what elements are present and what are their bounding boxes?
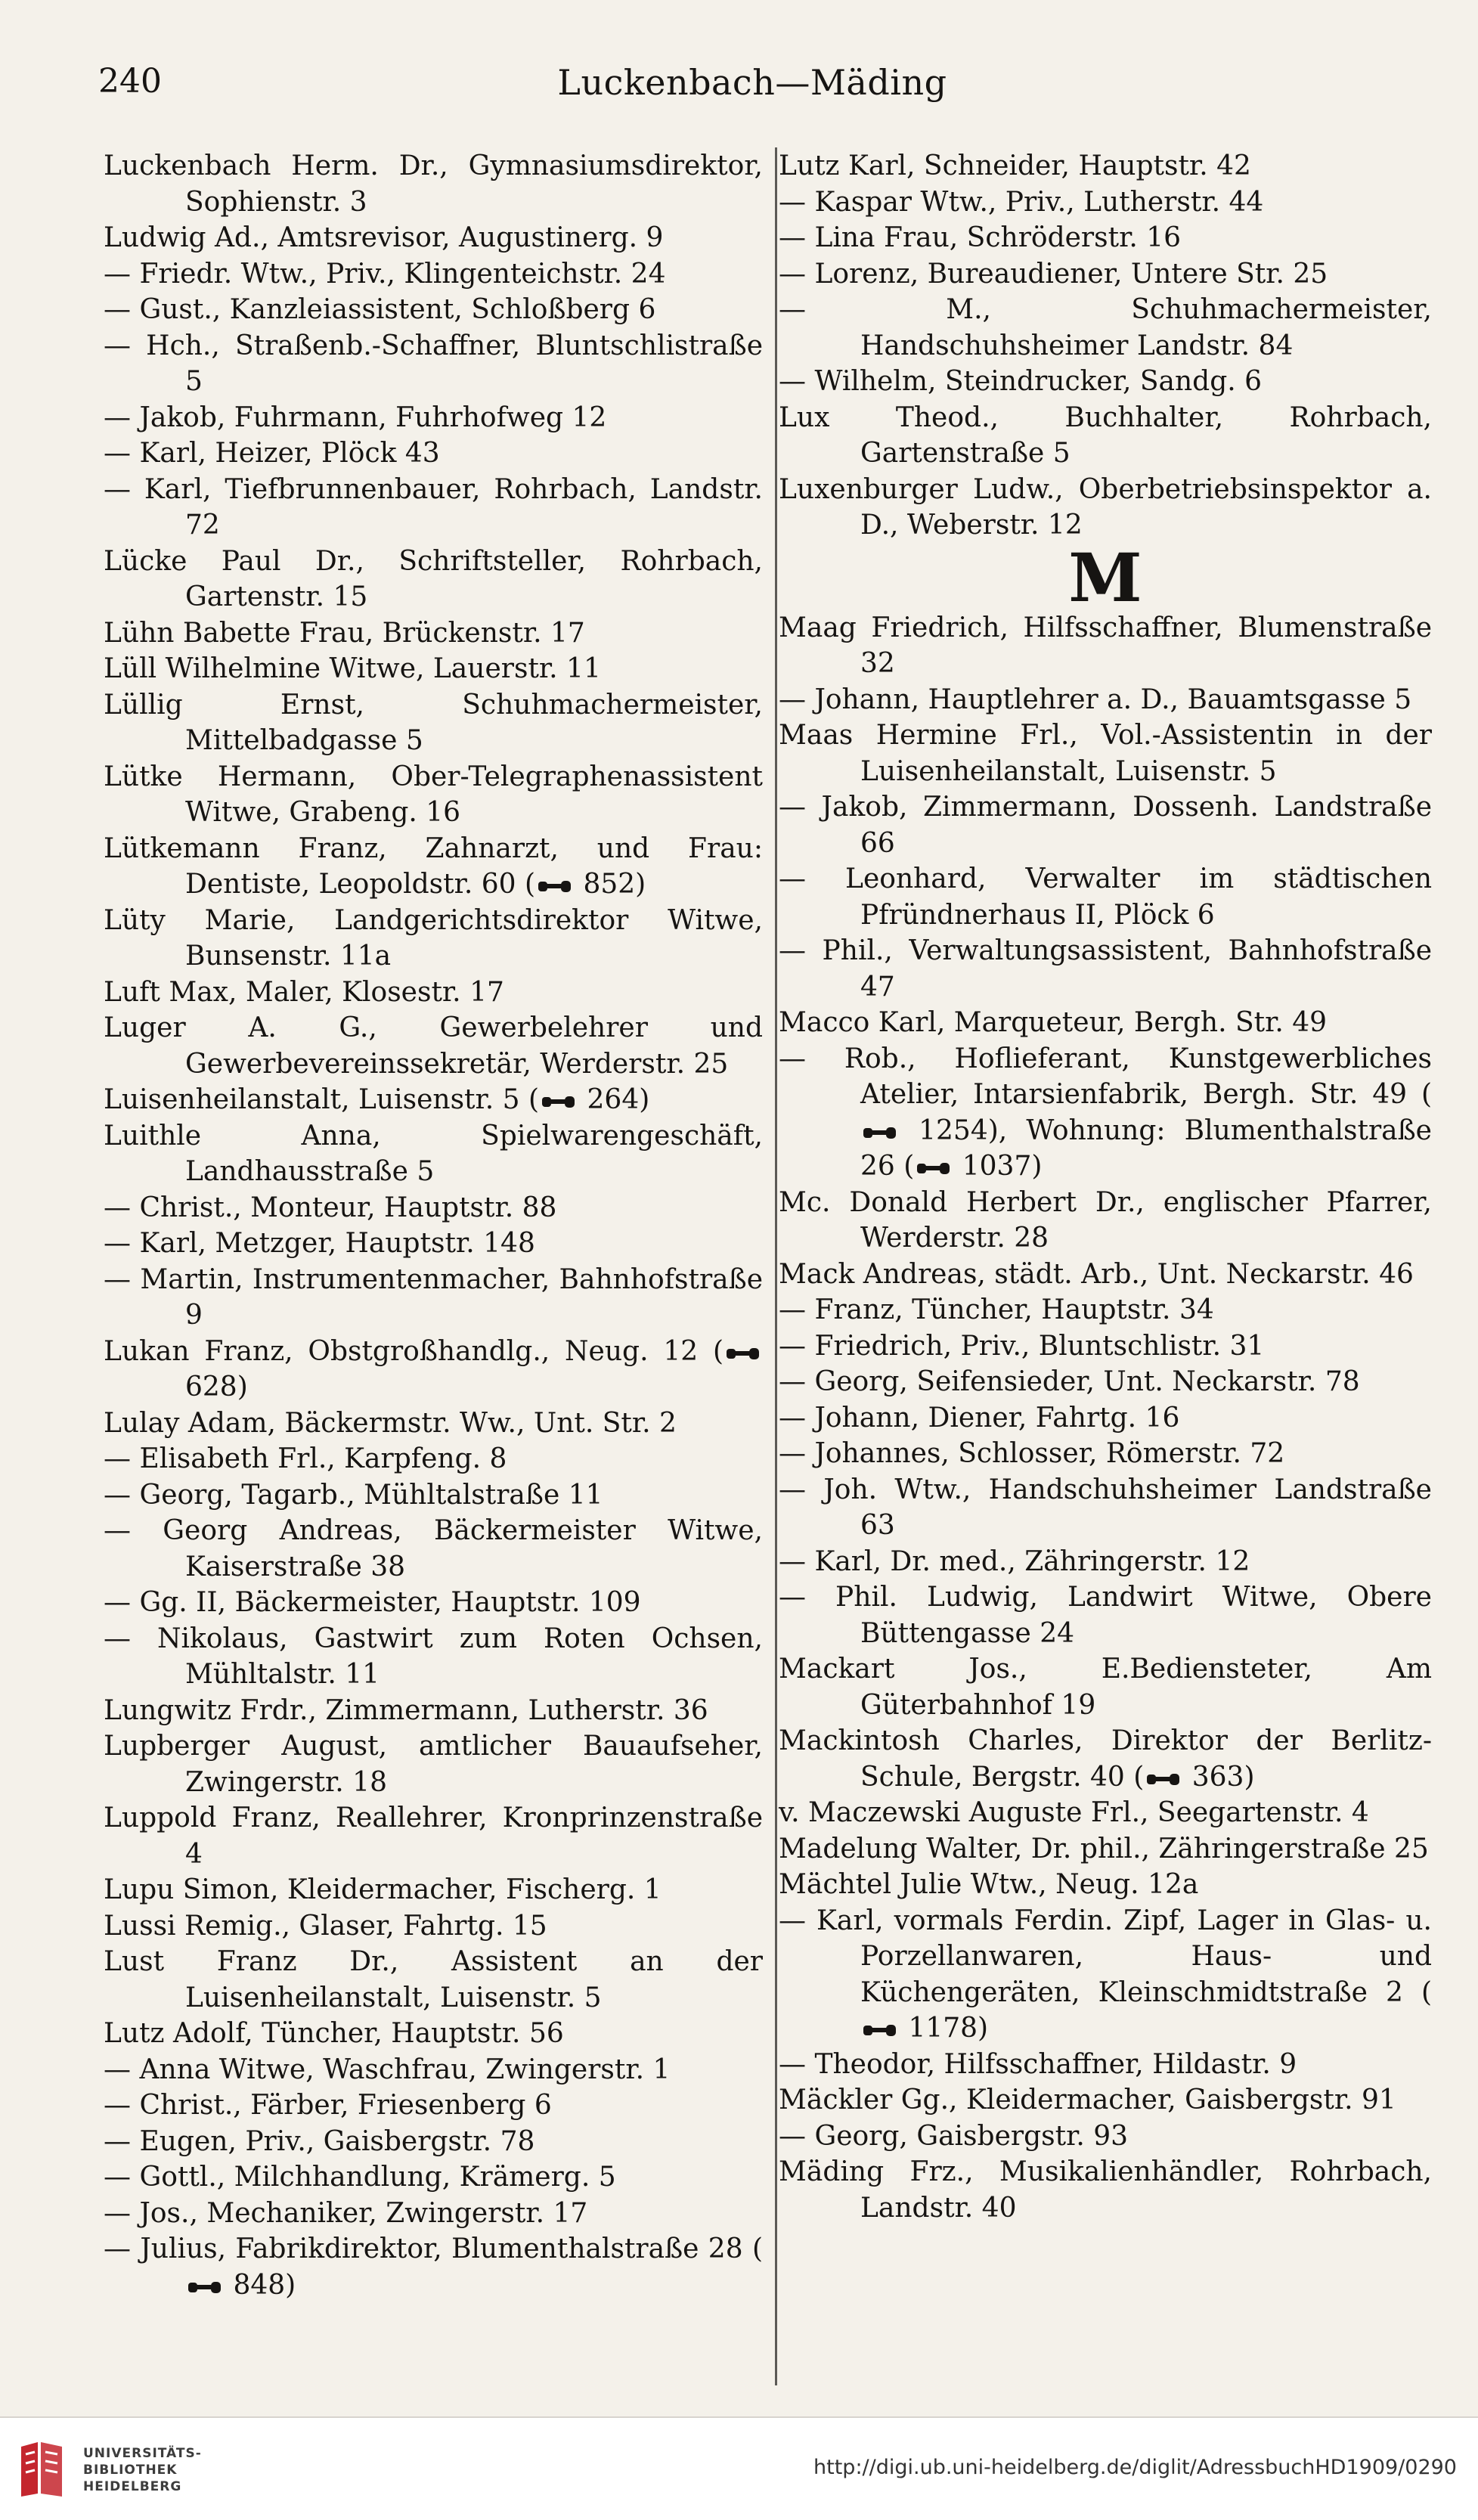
directory-entry: Mc. Donald Herbert Dr., englischer Pfarrer, Werderstr. 28	[779, 1186, 1432, 1254]
directory-entry: — Wilhelm, Steindrucker, Sandg. 6	[779, 366, 1263, 397]
section-letter: M	[1068, 538, 1142, 617]
directory-entry: — Georg, Gaisbergstr. 93	[779, 2120, 1129, 2152]
directory-entry: — Lina Frau, Schröderstr. 16	[779, 222, 1182, 253]
directory-entry: — Johann, Diener, Fahrtg. 16	[779, 1402, 1180, 1434]
directory-entry: Macco Karl, Marqueteur, Bergh. Str. 49	[779, 1007, 1328, 1038]
directory-entry: Lücke Paul Dr., Schriftsteller, Rohrbach, Gartenstr. 15	[104, 545, 763, 612]
directory-entry: Mächtel Julie Wtw., Neug. 12a	[779, 1869, 1199, 1900]
directory-entry: — Karl, Dr. med., Zähringerstr. 12	[779, 1545, 1250, 1577]
telephone-handset-icon	[916, 1159, 951, 1177]
directory-entry: Lulay Adam, Bäckermstr. Ww., Unt. Str. 2	[104, 1407, 677, 1439]
directory-entry: — Jakob, Zimmermann, Dossenh. Landstraße 66	[779, 792, 1432, 859]
directory-entry: Luithle Anna, Spielwarengeschäft, Landhausstraße 5	[104, 1120, 763, 1187]
directory-entry: Luppold Franz, Reallehrer, Kronprinzenstraße 4	[104, 1802, 763, 1870]
library-name	[83, 2445, 202, 2495]
directory-entry: Madelung Walter, Dr. phil., Zähringerstraße 25	[779, 1833, 1429, 1864]
directory-entry: Lutz Karl, Schneider, Hauptstr. 42	[779, 150, 1251, 181]
directory-entry: — Georg Andreas, Bäckermeister Witwe, Kaiserstraße 38	[104, 1515, 763, 1582]
directory-entry: — M., Schuhmachermeister, Handschuhsheimer Landstr. 84	[779, 294, 1432, 361]
directory-entry: — Johannes, Schlosser, Römerstr. 72	[779, 1438, 1285, 1469]
column-divider	[775, 147, 777, 2385]
directory-entry: — Nikolaus, Gastwirt zum Roten Ochsen, Mühltalstr. 11	[104, 1623, 763, 1690]
directory-entry: v. Maczewski Auguste Frl., Seegartenstr. 4	[779, 1797, 1369, 1828]
directory-entry: Maag Friedrich, Hilfsschaffner, Blumenstraße 32	[779, 612, 1432, 679]
telephone-handset-icon	[187, 2278, 222, 2296]
directory-entry: Lütkemann Franz, Zahnarzt, und Frau: Dentiste, Leopoldstr. 60 ( 852)	[104, 832, 763, 900]
library-name-line3: HEIDELBERG	[83, 2479, 182, 2494]
directory-entry: — Gust., Kanzleiassistent, Schloßberg 6	[104, 294, 656, 325]
footer-bar	[0, 2416, 1478, 2520]
directory-entry: — Georg, Tagarb., Mühltalstraße 11	[104, 1479, 603, 1511]
directory-entry: Lupu Simon, Kleidermacher, Fischerg. 1	[104, 1874, 662, 1905]
source-url[interactable]: http://digi.ub.uni-heidelberg.de/diglit/AdressbuchHD1909/0290	[813, 2456, 1457, 2479]
directory-entry: Ludwig Ad., Amtsrevisor, Augustinerg. 9	[104, 222, 664, 253]
directory-entry: Lütke Hermann, Ober-Telegraphenassistent Witwe, Grabeng. 16	[104, 761, 763, 828]
directory-entry: Mäding Frz., Musikalienhändler, Rohrbach, Landstr. 40	[779, 2156, 1432, 2224]
directory-entry: Lutz Adolf, Tüncher, Hauptstr. 56	[104, 2018, 564, 2049]
directory-entry: Luger A. G., Gewerbelehrer und Gewerbevereinssekretär, Werderstr. 25	[104, 1012, 763, 1080]
directory-entry: — Hch., Straßenb.-Schaffner, Bluntschlistraße 5	[104, 330, 763, 397]
directory-entry: — Gottl., Milchhandlung, Krämerg. 5	[104, 2162, 616, 2193]
telephone-handset-icon	[541, 1093, 576, 1111]
directory-entry: Luisenheilanstalt, Luisenstr. 5 ( 264)	[104, 1084, 650, 1115]
directory-entry: — Johann, Hauptlehrer a. D., Bauamtsgasse 5	[779, 683, 1412, 715]
directory-entry: — Jakob, Fuhrmann, Fuhrhofweg 12	[104, 401, 607, 433]
directory-entry: — Lorenz, Bureaudiener, Untere Str. 25	[779, 258, 1328, 290]
right-column-bottom	[779, 610, 1432, 2227]
directory-entry: — Julius, Fabrikdirektor, Blumenthalstraße 28 ( 848)	[104, 2233, 763, 2301]
directory-entry: Lüll Wilhelmine Witwe, Lauerstr. 11	[104, 653, 601, 684]
directory-entry: Lussi Remig., Glaser, Fahrtg. 15	[104, 1910, 547, 1942]
directory-entry: Mackintosh Charles, Direktor der Berlitz-Schule, Bergstr. 40 ( 363)	[779, 1725, 1432, 1793]
directory-entry: — Franz, Tüncher, Hauptstr. 34	[779, 1294, 1214, 1325]
directory-entry: — Friedrich, Priv., Bluntschlistr. 31	[779, 1330, 1265, 1362]
running-head: Luckenbach—Mäding	[557, 62, 947, 103]
directory-entry: — Friedr. Wtw., Priv., Klingenteichstr. 24	[104, 258, 666, 290]
directory-entry: — Christ., Färber, Friesenberg 6	[104, 2090, 552, 2121]
library-name-line2: BIBLIOTHEK	[83, 2463, 178, 2478]
directory-entry: — Karl, vormals Ferdin. Zipf, Lager in Glas- u. Porzellanwaren, Haus- und Küchengeräten, Kleinschmidtstraße 2 ( 1178)	[779, 1905, 1432, 2044]
directory-entry: — Karl, Tiefbrunnenbauer, Rohrbach, Landstr. 72	[104, 473, 763, 541]
directory-entry: Lust Franz Dr., Assistent an der Luisenheilanstalt, Luisenstr. 5	[104, 1946, 763, 2013]
telephone-handset-icon	[538, 877, 572, 895]
telephone-handset-icon	[863, 2021, 897, 2039]
directory-entry: Lühn Babette Frau, Brückenstr. 17	[104, 617, 585, 649]
directory-entry: — Elisabeth Frl., Karpfeng. 8	[104, 1443, 507, 1474]
directory-entry: — Leonhard, Verwalter im städtischen Pfründnerhaus II, Plöck 6	[779, 863, 1432, 931]
directory-entry: — Christ., Monteur, Hauptstr. 88	[104, 1192, 557, 1223]
page-header	[98, 62, 1406, 107]
directory-entry: Lukan Franz, Obstgroßhandlg., Neug. 12 ( 628)	[104, 1334, 763, 1406]
directory-entry: — Rob., Hoflieferant, Kunstgewerbliches Atelier, Intarsienfabrik, Bergh. Str. 49 ( 1254), Wohnung: Blumenthalstraße 26 ( 1037)	[779, 1043, 1432, 1182]
directory-entry: — Kaspar Wtw., Priv., Lutherstr. 44	[779, 186, 1264, 218]
directory-entry: — Gg. II, Bäckermeister, Hauptstr. 109	[104, 1587, 641, 1618]
directory-entry: Mackart Jos., E.Bediensteter, Am Güterbahnhof 19	[779, 1654, 1432, 1721]
directory-entry: — Karl, Heizer, Plöck 43	[104, 438, 440, 469]
directory-entry: Lungwitz Frdr., Zimmermann, Lutherstr. 36	[104, 1694, 708, 1726]
right-column-top	[779, 148, 1432, 544]
directory-entry: Mäckler Gg., Kleidermacher, Gaisbergstr. 91	[779, 2085, 1396, 2115]
directory-entry: — Jos., Mechaniker, Zwingerstr. 17	[104, 2197, 588, 2229]
directory-entry: — Eugen, Priv., Gaisbergstr. 78	[104, 2125, 535, 2157]
directory-entry: — Theodor, Hilfsschaffner, Hildastr. 9	[779, 2048, 1297, 2080]
directory-entry: Luft Max, Maler, Klosestr. 17	[104, 976, 504, 1008]
directory-entry: — Phil. Ludwig, Landwirt Witwe, Obere Büttengasse 24	[779, 1582, 1432, 1649]
directory-entry: Lupberger August, amtlicher Bauaufseher, Zwingerstr. 18	[104, 1731, 763, 1798]
library-name-line1: UNIVERSITÄTS-	[83, 2446, 202, 2461]
directory-entry: Lüty Marie, Landgerichtsdirektor Witwe, Bunsenstr. 11a	[104, 904, 763, 972]
telephone-handset-icon	[863, 1124, 897, 1142]
directory-entry: — Phil., Verwaltungsassistent, Bahnhofstraße 47	[779, 935, 1432, 1003]
directory-entry: — Joh. Wtw., Handschuhsheimer Landstraße 63	[779, 1474, 1432, 1541]
directory-entry: — Anna Witwe, Waschfrau, Zwingerstr. 1	[104, 2054, 671, 2085]
directory-entry: Maas Hermine Frl., Vol.-Assistentin in der Luisenheilanstalt, Luisenstr. 5	[779, 720, 1432, 787]
page-number: 240	[98, 62, 162, 101]
directory-entry: — Georg, Seifensieder, Unt. Neckarstr. 78	[779, 1366, 1360, 1397]
directory-entry: Luxenburger Ludw., Oberbetriebsinspektor a. D., Weberstr. 12	[779, 473, 1432, 541]
library-logo-icon	[15, 2439, 68, 2500]
directory-entry: — Karl, Metzger, Hauptstr. 148	[104, 1228, 535, 1259]
right-column	[779, 148, 1432, 2226]
telephone-handset-icon	[1146, 1770, 1181, 1788]
directory-entry: Mack Andreas, städt. Arb., Unt. Neckarstr. 46	[779, 1258, 1414, 1290]
directory-entry: Luckenbach Herm. Dr., Gymnasiumsdirektor, Sophienstr. 3	[104, 150, 763, 218]
directory-entry: Lüllig Ernst, Schuhmachermeister, Mittelbadgasse 5	[104, 689, 763, 756]
left-column	[104, 148, 763, 2303]
directory-entry: — Martin, Instrumentenmacher, Bahnhofstraße 9	[104, 1263, 763, 1331]
telephone-handset-icon	[726, 1344, 761, 1362]
directory-entry: Lux Theod., Buchhalter, Rohrbach, Gartenstraße 5	[779, 401, 1432, 469]
